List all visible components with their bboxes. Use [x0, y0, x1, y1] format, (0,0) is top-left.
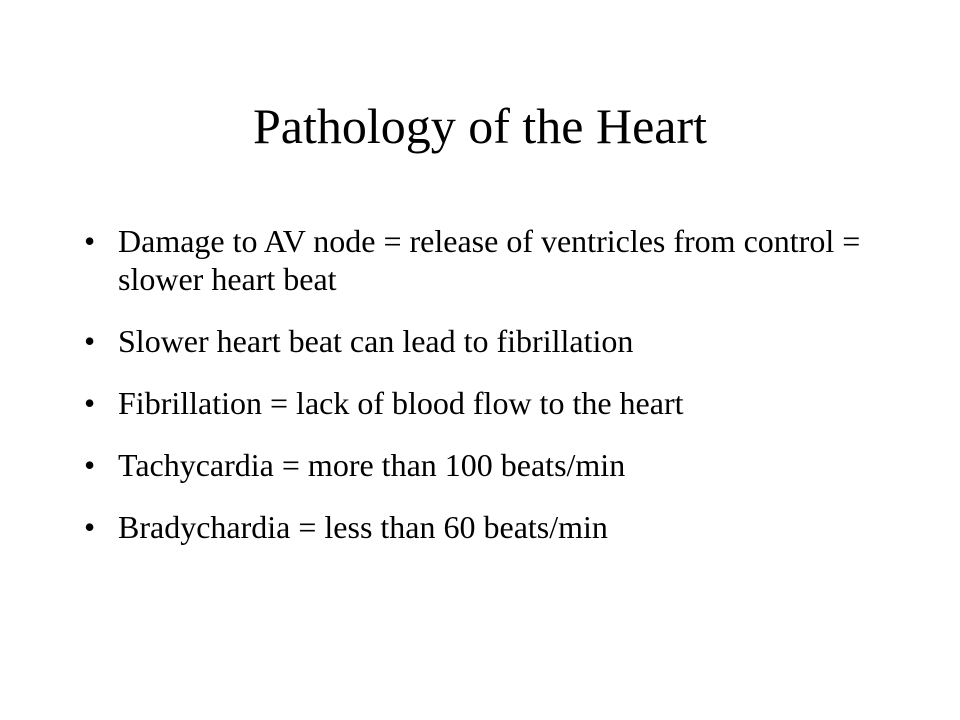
bullet-point-icon: •: [84, 385, 96, 421]
bullet-item: [84, 508, 884, 546]
bullet-point-icon: •: [84, 447, 96, 483]
bullet-item: [84, 322, 884, 360]
bullet-point-icon: •: [84, 509, 96, 545]
bullet-text: Tachycardia = more than 100 beats/min: [118, 447, 626, 483]
bullet-item: [84, 384, 884, 422]
bullet-text: Bradychardia = less than 60 beats/min: [118, 509, 608, 545]
bullet-item: [84, 222, 884, 298]
bullet-point-icon: •: [84, 223, 96, 259]
bullet-text: Slower heart beat can lead to fibrillation: [118, 323, 634, 359]
bullet-text: Fibrillation = lack of blood flow to the heart: [118, 385, 684, 421]
slide-title: Pathology of the Heart: [252, 98, 708, 154]
bullet-item: [84, 446, 884, 484]
bullet-text: Damage to AV node = release of ventricles from control = slower heart beat: [118, 223, 861, 297]
bullet-list: [84, 222, 884, 570]
bullet-point-icon: •: [84, 323, 96, 359]
